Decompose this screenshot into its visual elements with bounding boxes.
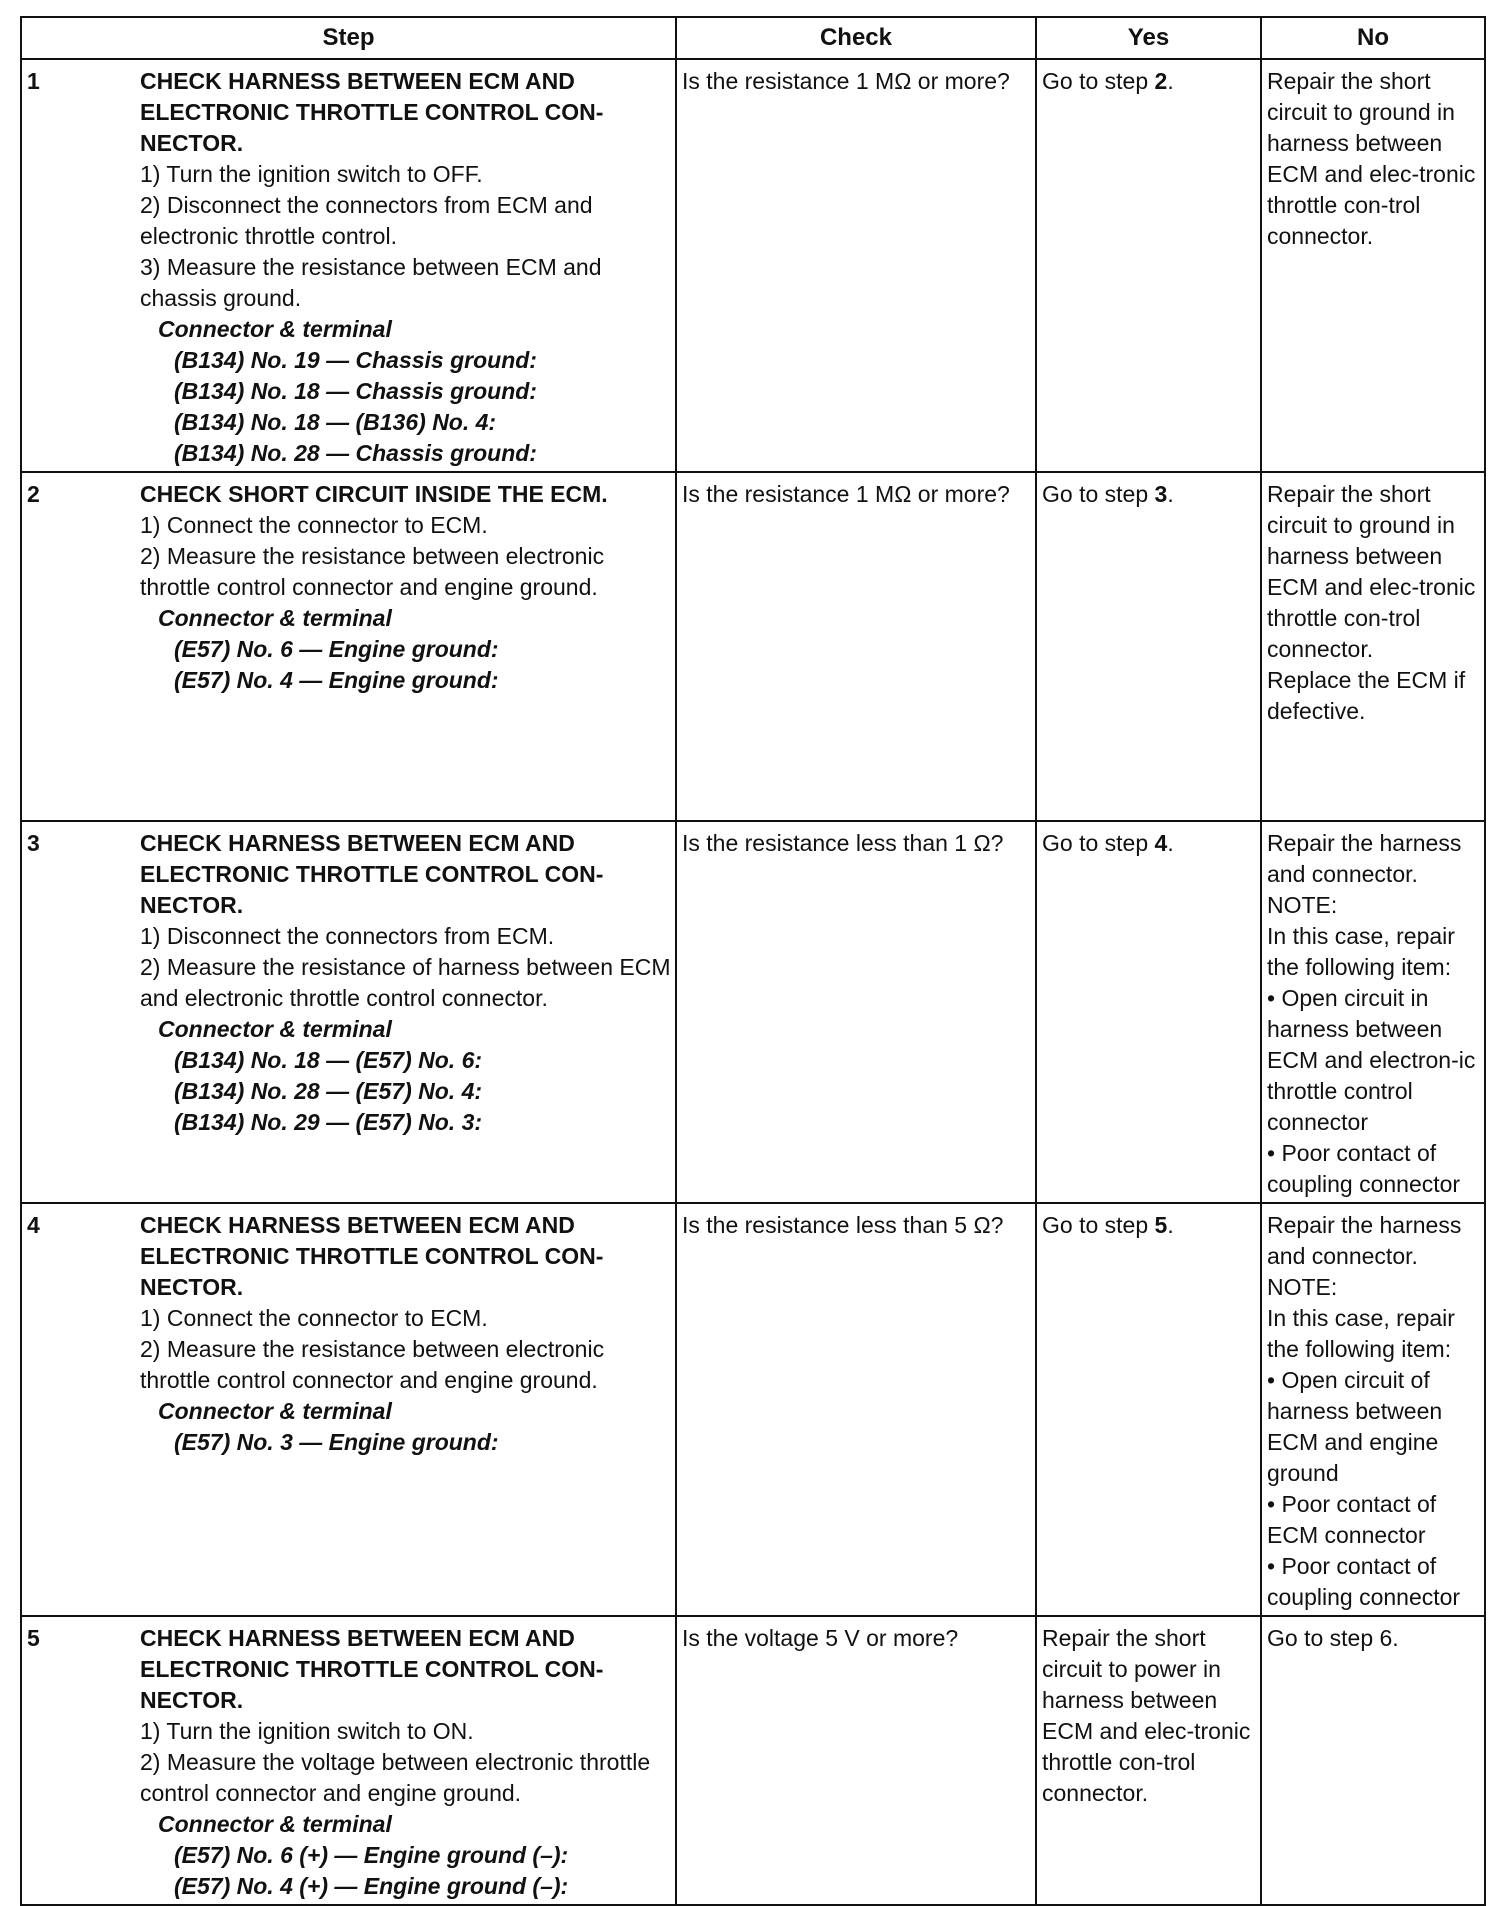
step-instruction: 1) Disconnect the connectors from ECM. bbox=[140, 923, 555, 949]
yes-cell: Go to step 5. bbox=[1036, 1203, 1261, 1616]
header-check: Check bbox=[676, 17, 1036, 59]
check-text: Is the resistance 1 MΩ or more? bbox=[682, 68, 1010, 94]
no-text: Repair the short circuit to ground in harness between ECM and elec-tronic throttle con-trol connector. bbox=[1267, 481, 1476, 662]
table-row bbox=[21, 1616, 1485, 1905]
terminal-spec: (E57) No. 4 (+) — Engine ground (–): bbox=[174, 1873, 569, 1899]
step-cell bbox=[21, 821, 676, 1203]
table-row bbox=[21, 472, 1485, 821]
check-text: Is the voltage 5 V or more? bbox=[682, 1625, 959, 1651]
yes-step-number: 2 bbox=[1154, 68, 1168, 94]
no-bullet: • Poor contact of ECM connector bbox=[1267, 1491, 1437, 1548]
no-text: Repair the harness and connector. bbox=[1267, 1212, 1462, 1269]
terminal-spec: (B134) No. 28 — Chassis ground: bbox=[174, 440, 537, 466]
yes-step-number: 4 bbox=[1154, 830, 1168, 856]
step-number: 2 bbox=[27, 481, 40, 507]
terminal-spec: (E57) No. 6 (+) — Engine ground (–): bbox=[174, 1842, 569, 1868]
step-instruction: 1) Connect the connector to ECM. bbox=[140, 1305, 488, 1331]
step-number: 3 bbox=[27, 830, 40, 856]
terminal-spec: (B134) No. 29 — (E57) No. 3: bbox=[174, 1109, 483, 1135]
terminal-spec: (B134) No. 19 — Chassis ground: bbox=[174, 347, 537, 373]
table-row bbox=[21, 1203, 1485, 1616]
yes-text: Go to step bbox=[1042, 830, 1155, 856]
terminal-spec: (E57) No. 6 — Engine ground: bbox=[174, 636, 499, 662]
header-row bbox=[21, 17, 1485, 59]
step-title: CHECK HARNESS BETWEEN ECM AND ELECTRONIC THROTTLE CONTROL CON-NECTOR. bbox=[140, 1625, 604, 1713]
header-no: No bbox=[1261, 17, 1485, 59]
no-text: Replace the ECM if defective. bbox=[1267, 667, 1466, 724]
step-title: CHECK SHORT CIRCUIT INSIDE THE ECM. bbox=[140, 481, 608, 507]
table-row bbox=[21, 59, 1485, 472]
terminal-spec: (B134) No. 28 — (E57) No. 4: bbox=[174, 1078, 483, 1104]
step-title: CHECK HARNESS BETWEEN ECM AND ELECTRONIC THROTTLE CONTROL CON-NECTOR. bbox=[140, 68, 604, 156]
no-cell bbox=[1261, 1203, 1485, 1616]
note-label: NOTE: bbox=[1267, 892, 1338, 918]
header-step: Step bbox=[21, 17, 676, 59]
terminal-spec: (B134) No. 18 — (E57) No. 6: bbox=[174, 1047, 483, 1073]
step-title: CHECK HARNESS BETWEEN ECM AND ELECTRONIC THROTTLE CONTROL CON-NECTOR. bbox=[140, 1212, 604, 1300]
check-text: Is the resistance less than 1 Ω? bbox=[682, 830, 1004, 856]
no-cell bbox=[1261, 472, 1485, 821]
no-text: In this case, repair the following item: bbox=[1267, 923, 1455, 980]
yes-cell: Go to step 3. bbox=[1036, 472, 1261, 821]
terminal-spec: (B134) No. 18 — Chassis ground: bbox=[174, 378, 537, 404]
connector-terminal-heading: Connector & terminal bbox=[158, 1811, 392, 1837]
step-cell bbox=[21, 1203, 676, 1616]
terminal-spec: (E57) No. 3 — Engine ground: bbox=[174, 1429, 499, 1455]
no-text: Go to step 6. bbox=[1267, 1625, 1399, 1651]
yes-text: Go to step bbox=[1042, 1212, 1155, 1238]
step-instruction: 3) Measure the resistance between ECM and chassis ground. bbox=[140, 254, 602, 311]
yes-text: Go to step bbox=[1042, 68, 1155, 94]
no-cell bbox=[1261, 821, 1485, 1203]
check-text: Is the resistance less than 5 Ω? bbox=[682, 1212, 1004, 1238]
yes-cell bbox=[1036, 1616, 1261, 1905]
step-cell bbox=[21, 59, 676, 472]
step-instruction: 2) Measure the resistance between electronic throttle control connector and engine ground. bbox=[140, 543, 605, 600]
terminal-spec: (E57) No. 4 — Engine ground: bbox=[174, 667, 499, 693]
check-cell bbox=[676, 1616, 1036, 1905]
yes-cell: Go to step 4. bbox=[1036, 821, 1261, 1203]
yes-text: Go to step bbox=[1042, 481, 1155, 507]
step-number: 5 bbox=[27, 1625, 40, 1651]
no-cell bbox=[1261, 1616, 1485, 1905]
yes-cell: Go to step 2. bbox=[1036, 59, 1261, 472]
yes-text: Repair the short circuit to power in harness between ECM and elec-tronic throttle con-trol connector. bbox=[1042, 1625, 1251, 1806]
step-number: 1 bbox=[27, 68, 40, 94]
step-instruction: 2) Disconnect the connectors from ECM and electronic throttle control. bbox=[140, 192, 593, 249]
connector-terminal-heading: Connector & terminal bbox=[158, 1398, 392, 1424]
step-title: CHECK HARNESS BETWEEN ECM AND ELECTRONIC THROTTLE CONTROL CON-NECTOR. bbox=[140, 830, 604, 918]
no-text: Repair the short circuit to ground in harness between ECM and elec-tronic throttle con-trol connector. bbox=[1267, 68, 1476, 249]
check-cell bbox=[676, 1203, 1036, 1616]
connector-terminal-heading: Connector & terminal bbox=[158, 605, 392, 631]
check-cell bbox=[676, 59, 1036, 472]
step-instruction: 2) Measure the resistance of harness between ECM and electronic throttle control connector. bbox=[140, 954, 671, 1011]
step-instruction: 1) Turn the ignition switch to ON. bbox=[140, 1718, 474, 1744]
table-row bbox=[21, 821, 1485, 1203]
yes-step-number: 3 bbox=[1154, 481, 1168, 507]
check-text: Is the resistance 1 MΩ or more? bbox=[682, 481, 1010, 507]
step-instruction: 2) Measure the resistance between electronic throttle control connector and engine ground. bbox=[140, 1336, 605, 1393]
step-cell bbox=[21, 472, 676, 821]
no-cell bbox=[1261, 59, 1485, 472]
troubleshooting-table bbox=[20, 16, 1486, 1906]
step-instruction: 1) Turn the ignition switch to OFF. bbox=[140, 161, 483, 187]
no-bullet: • Open circuit in harness between ECM and electron-ic throttle control connector bbox=[1267, 985, 1476, 1135]
no-text: Repair the harness and connector. bbox=[1267, 830, 1462, 887]
no-bullet: • Poor contact of coupling connector bbox=[1267, 1553, 1461, 1610]
check-cell bbox=[676, 472, 1036, 821]
connector-terminal-heading: Connector & terminal bbox=[158, 1016, 392, 1042]
no-text: In this case, repair the following item: bbox=[1267, 1305, 1455, 1362]
step-cell bbox=[21, 1616, 676, 1905]
note-label: NOTE: bbox=[1267, 1274, 1338, 1300]
yes-step-number: 5 bbox=[1154, 1212, 1168, 1238]
header-yes: Yes bbox=[1036, 17, 1261, 59]
step-number: 4 bbox=[27, 1212, 40, 1238]
no-bullet: • Poor contact of coupling connector bbox=[1267, 1140, 1461, 1197]
step-instruction: 2) Measure the voltage between electronic throttle control connector and engine ground. bbox=[140, 1749, 651, 1806]
terminal-spec: (B134) No. 18 — (B136) No. 4: bbox=[174, 409, 497, 435]
connector-terminal-heading: Connector & terminal bbox=[158, 316, 392, 342]
no-bullet: • Open circuit of harness between ECM and engine ground bbox=[1267, 1367, 1443, 1486]
step-instruction: 1) Connect the connector to ECM. bbox=[140, 512, 488, 538]
check-cell bbox=[676, 821, 1036, 1203]
